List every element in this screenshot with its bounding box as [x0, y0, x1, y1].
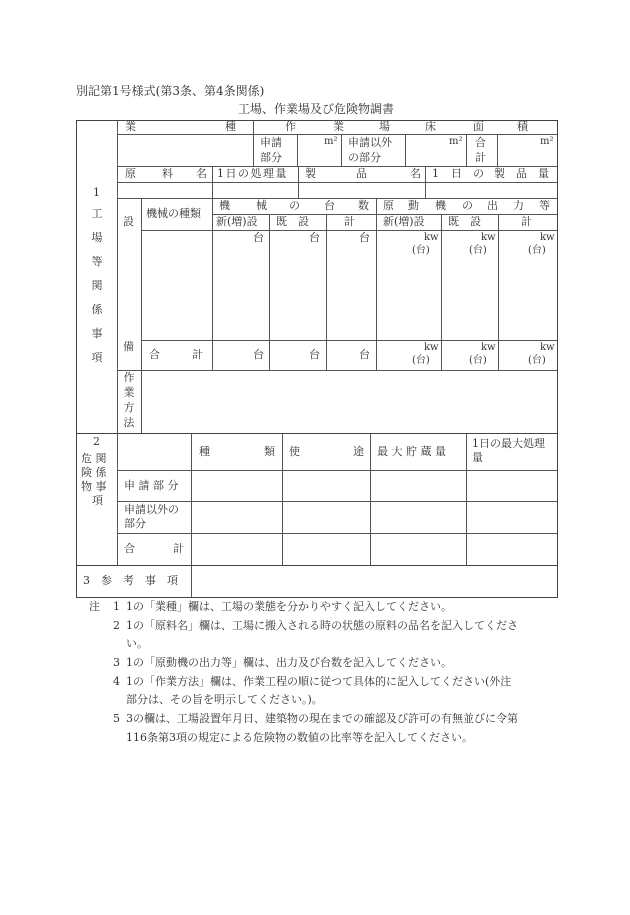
- note-text: 1の「作業方法」欄は、作業工程の順に従つて具体的に記入してください(外注: [126, 675, 512, 688]
- divider: [253, 120, 254, 166]
- section-number: 2: [93, 435, 100, 448]
- unit-dai: 台: [309, 231, 320, 244]
- daily-processing-label: 1日の処理量: [217, 167, 288, 180]
- motor-output-header: 等: [539, 199, 550, 212]
- section-number: 1: [93, 186, 100, 199]
- product-name-label: 品: [356, 167, 367, 180]
- machine-count-header: 械: [256, 199, 267, 212]
- header-floor-area: 作: [285, 120, 296, 133]
- other-area-label: 申請以外: [348, 136, 392, 149]
- table-border-left: [76, 120, 77, 597]
- hazmat-other-use-input[interactable]: [283, 502, 369, 532]
- row-label-other: 申請以外の: [124, 503, 179, 516]
- row-label-other: 部分: [124, 517, 146, 530]
- product-name-input[interactable]: [299, 183, 424, 197]
- motor-total-input[interactable]: [499, 259, 556, 339]
- hazmat-total-storage-input[interactable]: [371, 534, 465, 564]
- daily-product-label: 1: [432, 167, 439, 180]
- header-floor-area: 面: [473, 120, 484, 133]
- unit-kw-dai: (台): [412, 245, 430, 256]
- note-number: 4: [113, 675, 120, 688]
- daily-product-label: 量: [538, 167, 549, 180]
- equipment-label-top: 設: [123, 215, 134, 228]
- label-char: 項: [91, 351, 103, 364]
- label-char: 作: [123, 371, 135, 384]
- divider: [76, 433, 557, 434]
- divider: [141, 340, 557, 341]
- unit-kw-dai: (台): [469, 355, 487, 366]
- machine-count-header: 台: [324, 199, 335, 212]
- sub-header-existing: 既 設: [448, 215, 481, 228]
- total-area-label: 計: [475, 151, 486, 164]
- equipment-total-label: 合: [149, 348, 160, 361]
- daily-processing-input[interactable]: [213, 183, 297, 197]
- hazmat-other-daily-input[interactable]: [467, 502, 556, 532]
- unit-dai: 台: [359, 231, 370, 244]
- hazmat-applied-type-input[interactable]: [192, 471, 281, 500]
- note-number: 2: [113, 619, 120, 632]
- col-header-type: 類: [264, 445, 275, 458]
- divider: [466, 134, 467, 166]
- machine-type-header: 機械の種類: [146, 207, 201, 220]
- motor-existing-input[interactable]: [442, 259, 497, 339]
- section-2-label-line: 項: [81, 494, 103, 507]
- equipment-label-bottom: 備: [123, 340, 134, 353]
- col-header-type: 種: [199, 445, 210, 458]
- note-text: 1の「原料名」欄は、工場に搬入される時の状態の原料の品名を記入してくださ: [126, 619, 518, 632]
- row-label-total: 合: [124, 542, 135, 555]
- label-char: 係: [91, 303, 103, 316]
- machine-count-header: 機: [219, 199, 230, 212]
- motor-output-header: 出: [487, 199, 498, 212]
- note-text: 116条第3項の規定による危険物の数値の比率等を記入してください。: [126, 731, 473, 744]
- unit-kw: kw: [540, 232, 555, 243]
- header-floor-area: 積: [517, 120, 528, 133]
- unit-m2: m²: [449, 136, 463, 147]
- reference-notes-input[interactable]: [192, 566, 556, 596]
- row-label-total: 計: [173, 542, 184, 555]
- header-gyoshu-1: 業: [125, 120, 136, 133]
- daily-product-label: の: [473, 167, 484, 180]
- col-header-max-daily: 量: [472, 451, 483, 464]
- label-char: 関: [91, 279, 103, 292]
- equipment-total-label: 計: [192, 348, 203, 361]
- divider: [341, 134, 342, 166]
- note-text: 3の欄は、工場設置年月日、建築物の現在までの確認及び許可の有無並びに令第: [126, 712, 518, 725]
- daily-product-input[interactable]: [426, 183, 556, 197]
- unit-kw: kw: [540, 342, 555, 353]
- total-area-label: 合: [475, 136, 486, 149]
- hazmat-other-storage-input[interactable]: [371, 502, 465, 532]
- machine-count-header: 数: [358, 199, 369, 212]
- applied-area-label: 申請: [260, 136, 282, 149]
- machine-type-input[interactable]: [142, 231, 211, 339]
- table-border-bottom: [76, 597, 558, 598]
- note-number: 3: [113, 656, 120, 669]
- hazmat-applied-use-input[interactable]: [283, 471, 369, 500]
- header-gyoshu-2: 種: [225, 120, 236, 133]
- unit-kw: kw: [424, 342, 439, 353]
- table-border-top: [76, 120, 557, 121]
- raw-name-input[interactable]: [118, 183, 211, 197]
- gyoshu-input[interactable]: [118, 135, 252, 165]
- motor-output-header: の: [462, 199, 473, 212]
- product-name-label: 名: [410, 167, 421, 180]
- machine-new-input[interactable]: [213, 246, 268, 339]
- unit-m2: m²: [324, 136, 338, 147]
- product-name-label: 製: [305, 167, 316, 180]
- raw-name-label: 原: [125, 167, 136, 180]
- unit-kw-dai: (台): [412, 355, 430, 366]
- unit-kw-dai: (台): [528, 355, 546, 366]
- sub-header-total: 計: [344, 215, 355, 228]
- unit-kw: kw: [481, 342, 496, 353]
- motor-output-header: 力: [513, 199, 524, 212]
- sub-header-new: 新(増)設: [216, 215, 258, 228]
- applied-area-label: 部分: [260, 151, 282, 164]
- unit-kw-dai: (台): [528, 245, 546, 256]
- page-title: 工場、作業場及び危険物調書: [238, 102, 395, 116]
- row-label-applied: 申 請 部 分: [124, 479, 179, 492]
- daily-product-label: 製: [494, 167, 505, 180]
- hazmat-total-use-input[interactable]: [283, 534, 369, 564]
- note-text: 1の「業種」欄は、工場の業態を分かりやすく記入してください。: [126, 600, 452, 613]
- daily-product-label: 日: [451, 167, 462, 180]
- unit-kw: kw: [481, 232, 496, 243]
- label-char: 法: [123, 416, 135, 429]
- unit-kw-dai: (台): [469, 245, 487, 256]
- col-header-max-daily: 1日の最大処理: [472, 437, 545, 450]
- col-header-use: 途: [353, 445, 364, 458]
- unit-dai: 台: [253, 348, 264, 361]
- other-area-label: の部分: [348, 151, 381, 164]
- notes-prefix: 注: [89, 600, 100, 613]
- note-number: 1: [113, 600, 120, 613]
- table-border-right: [557, 120, 558, 597]
- label-char: 事: [91, 327, 103, 340]
- unit-dai: 台: [359, 348, 370, 361]
- work-method-input[interactable]: [142, 371, 556, 432]
- label-char: 工: [91, 207, 103, 220]
- machine-total-input[interactable]: [327, 246, 375, 339]
- section-3-label: 3 参 考 事 項: [83, 574, 178, 587]
- label-char: 場: [91, 231, 103, 244]
- work-method-label: [122, 370, 136, 430]
- col-header-max-storage: 最 大 貯 蔵 量: [377, 445, 446, 458]
- machine-existing-input[interactable]: [270, 246, 325, 339]
- note-text: 部分は、その旨を明示してください。)。: [126, 693, 323, 706]
- sub-header-existing: 既 設: [276, 215, 309, 228]
- sub-header-total: 計: [521, 215, 532, 228]
- divider: [117, 166, 557, 167]
- section-2-label-line: 物 事: [81, 480, 107, 493]
- header-floor-area: 業: [333, 120, 344, 133]
- section-title-vertical: [90, 202, 104, 370]
- note-text: い。: [126, 637, 148, 650]
- unit-m2: m²: [540, 136, 554, 147]
- motor-output-header: 動: [408, 199, 419, 212]
- header-floor-area: 場: [379, 120, 390, 133]
- form-id: 別記第1号様式(第3条、第4条関係): [76, 84, 265, 98]
- col-header-use: 使: [289, 445, 300, 458]
- machine-count-header: の: [289, 199, 300, 212]
- label-char: 等: [91, 255, 103, 268]
- hazmat-total-type-input[interactable]: [192, 534, 281, 564]
- hazmat-other-type-input[interactable]: [192, 502, 281, 532]
- motor-output-header: 原: [383, 199, 394, 212]
- section-2-label-line: 険 係: [81, 466, 107, 479]
- raw-name-label: 料: [162, 167, 173, 180]
- unit-dai: 台: [309, 348, 320, 361]
- sub-header-new: 新(増)設: [383, 215, 425, 228]
- note-text: 1の「原動機の出力等」欄は、出力及び台数を記入してください。: [126, 656, 452, 669]
- label-char: 業: [123, 386, 135, 399]
- hazmat-applied-daily-input[interactable]: [467, 471, 556, 500]
- section-2-label-line: 危 関: [81, 452, 107, 465]
- divider: [117, 433, 118, 565]
- note-number: 5: [113, 712, 120, 725]
- raw-name-label: 名: [196, 167, 207, 180]
- hazmat-applied-storage-input[interactable]: [371, 471, 465, 500]
- motor-new-input[interactable]: [377, 259, 440, 339]
- daily-product-label: 品: [516, 167, 527, 180]
- unit-dai: 台: [253, 231, 264, 244]
- label-char: 方: [123, 401, 135, 414]
- header-floor-area: 床: [425, 120, 436, 133]
- hazmat-total-daily-input[interactable]: [467, 534, 556, 564]
- motor-output-header: 機: [435, 199, 446, 212]
- unit-kw: kw: [424, 232, 439, 243]
